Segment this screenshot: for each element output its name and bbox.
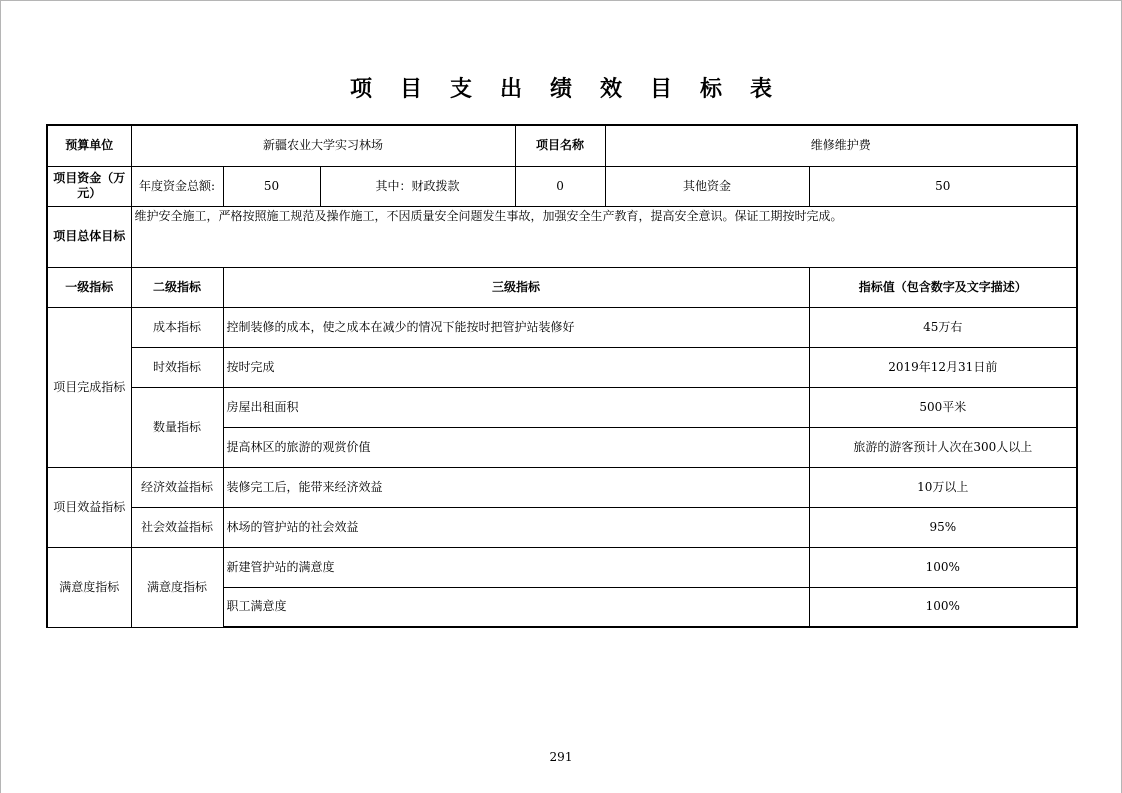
- project-funds-label: 项目资金（万元）: [47, 166, 131, 206]
- value-deadline: 2019年12月31日前: [809, 347, 1077, 387]
- level3-staff-satisfaction: 职工满意度: [223, 587, 809, 627]
- level2-social-benefit: 社会效益指标: [131, 507, 223, 547]
- page-title: 项目支出绩效目标表: [349, 77, 800, 102]
- level2-quantity: 数量指标: [131, 387, 223, 467]
- level2-header: 二级指标: [131, 267, 223, 307]
- level2-satisfaction: 满意度指标: [131, 547, 223, 627]
- fiscal-allocation-value: 0: [515, 166, 605, 206]
- fiscal-allocation-label: 其中：财政拨款: [320, 166, 515, 206]
- level3-on-time: 按时完成: [223, 347, 809, 387]
- budget-unit-value: 新疆农业大学实习林场: [131, 125, 515, 166]
- overall-goal-label: 项目总体目标: [47, 206, 131, 267]
- value-staff-satisfaction: 100%: [809, 587, 1077, 627]
- page-top-edge: [0, 0, 1122, 1]
- level1-project-completion: 项目完成指标: [47, 307, 131, 467]
- other-funds-value: 50: [809, 166, 1077, 206]
- project-name-label: 项目名称: [515, 125, 605, 166]
- level3-tourism-value: 提高林区的旅游的观赏价值: [223, 427, 809, 467]
- level3-header: 三级指标: [223, 267, 809, 307]
- level1-project-benefit: 项目效益指标: [47, 467, 131, 547]
- value-rental-area: 500平米: [809, 387, 1077, 427]
- value-economic-benefit: 10万以上: [809, 467, 1077, 507]
- level1-header: 一级指标: [47, 267, 131, 307]
- project-name-value: 维修维护费: [605, 125, 1077, 166]
- value-social-benefit: 95%: [809, 507, 1077, 547]
- value-cost: 45万右: [809, 307, 1077, 347]
- page-number: 291: [549, 750, 573, 764]
- value-station-satisfaction: 100%: [809, 547, 1077, 587]
- budget-unit-label: 预算单位: [47, 125, 131, 166]
- value-tourist-count: 旅游的游客预计人次在300人以上: [809, 427, 1077, 467]
- level1-satisfaction: 满意度指标: [47, 547, 131, 627]
- overall-goal-text: 维护安全施工，严格按照施工规范及操作施工，不因质量安全问题发生事故，加强安全生产教育，提高安全意识。保证工期按时完成。: [131, 206, 1077, 267]
- other-funds-label: 其他资金: [605, 166, 809, 206]
- level2-timeliness: 时效指标: [131, 347, 223, 387]
- level3-social-benefit: 林场的管护站的社会效益: [223, 507, 809, 547]
- page-left-edge: [0, 0, 1, 793]
- level3-cost-control: 控制装修的成本，使之成本在减少的情况下能按时把管护站装修好: [223, 307, 809, 347]
- value-header: 指标值（包含数字及文字描述）: [809, 267, 1077, 307]
- level2-cost: 成本指标: [131, 307, 223, 347]
- level2-economic-benefit: 经济效益指标: [131, 467, 223, 507]
- level3-rental-area: 房屋出租面积: [223, 387, 809, 427]
- level3-economic-benefit: 装修完工后，能带来经济效益: [223, 467, 809, 507]
- performance-goal-table: [46, 124, 1078, 628]
- annual-total-value: 50: [223, 166, 320, 206]
- level3-station-satisfaction: 新建管护站的满意度: [223, 547, 809, 587]
- annual-total-label: 年度资金总额:: [131, 166, 223, 206]
